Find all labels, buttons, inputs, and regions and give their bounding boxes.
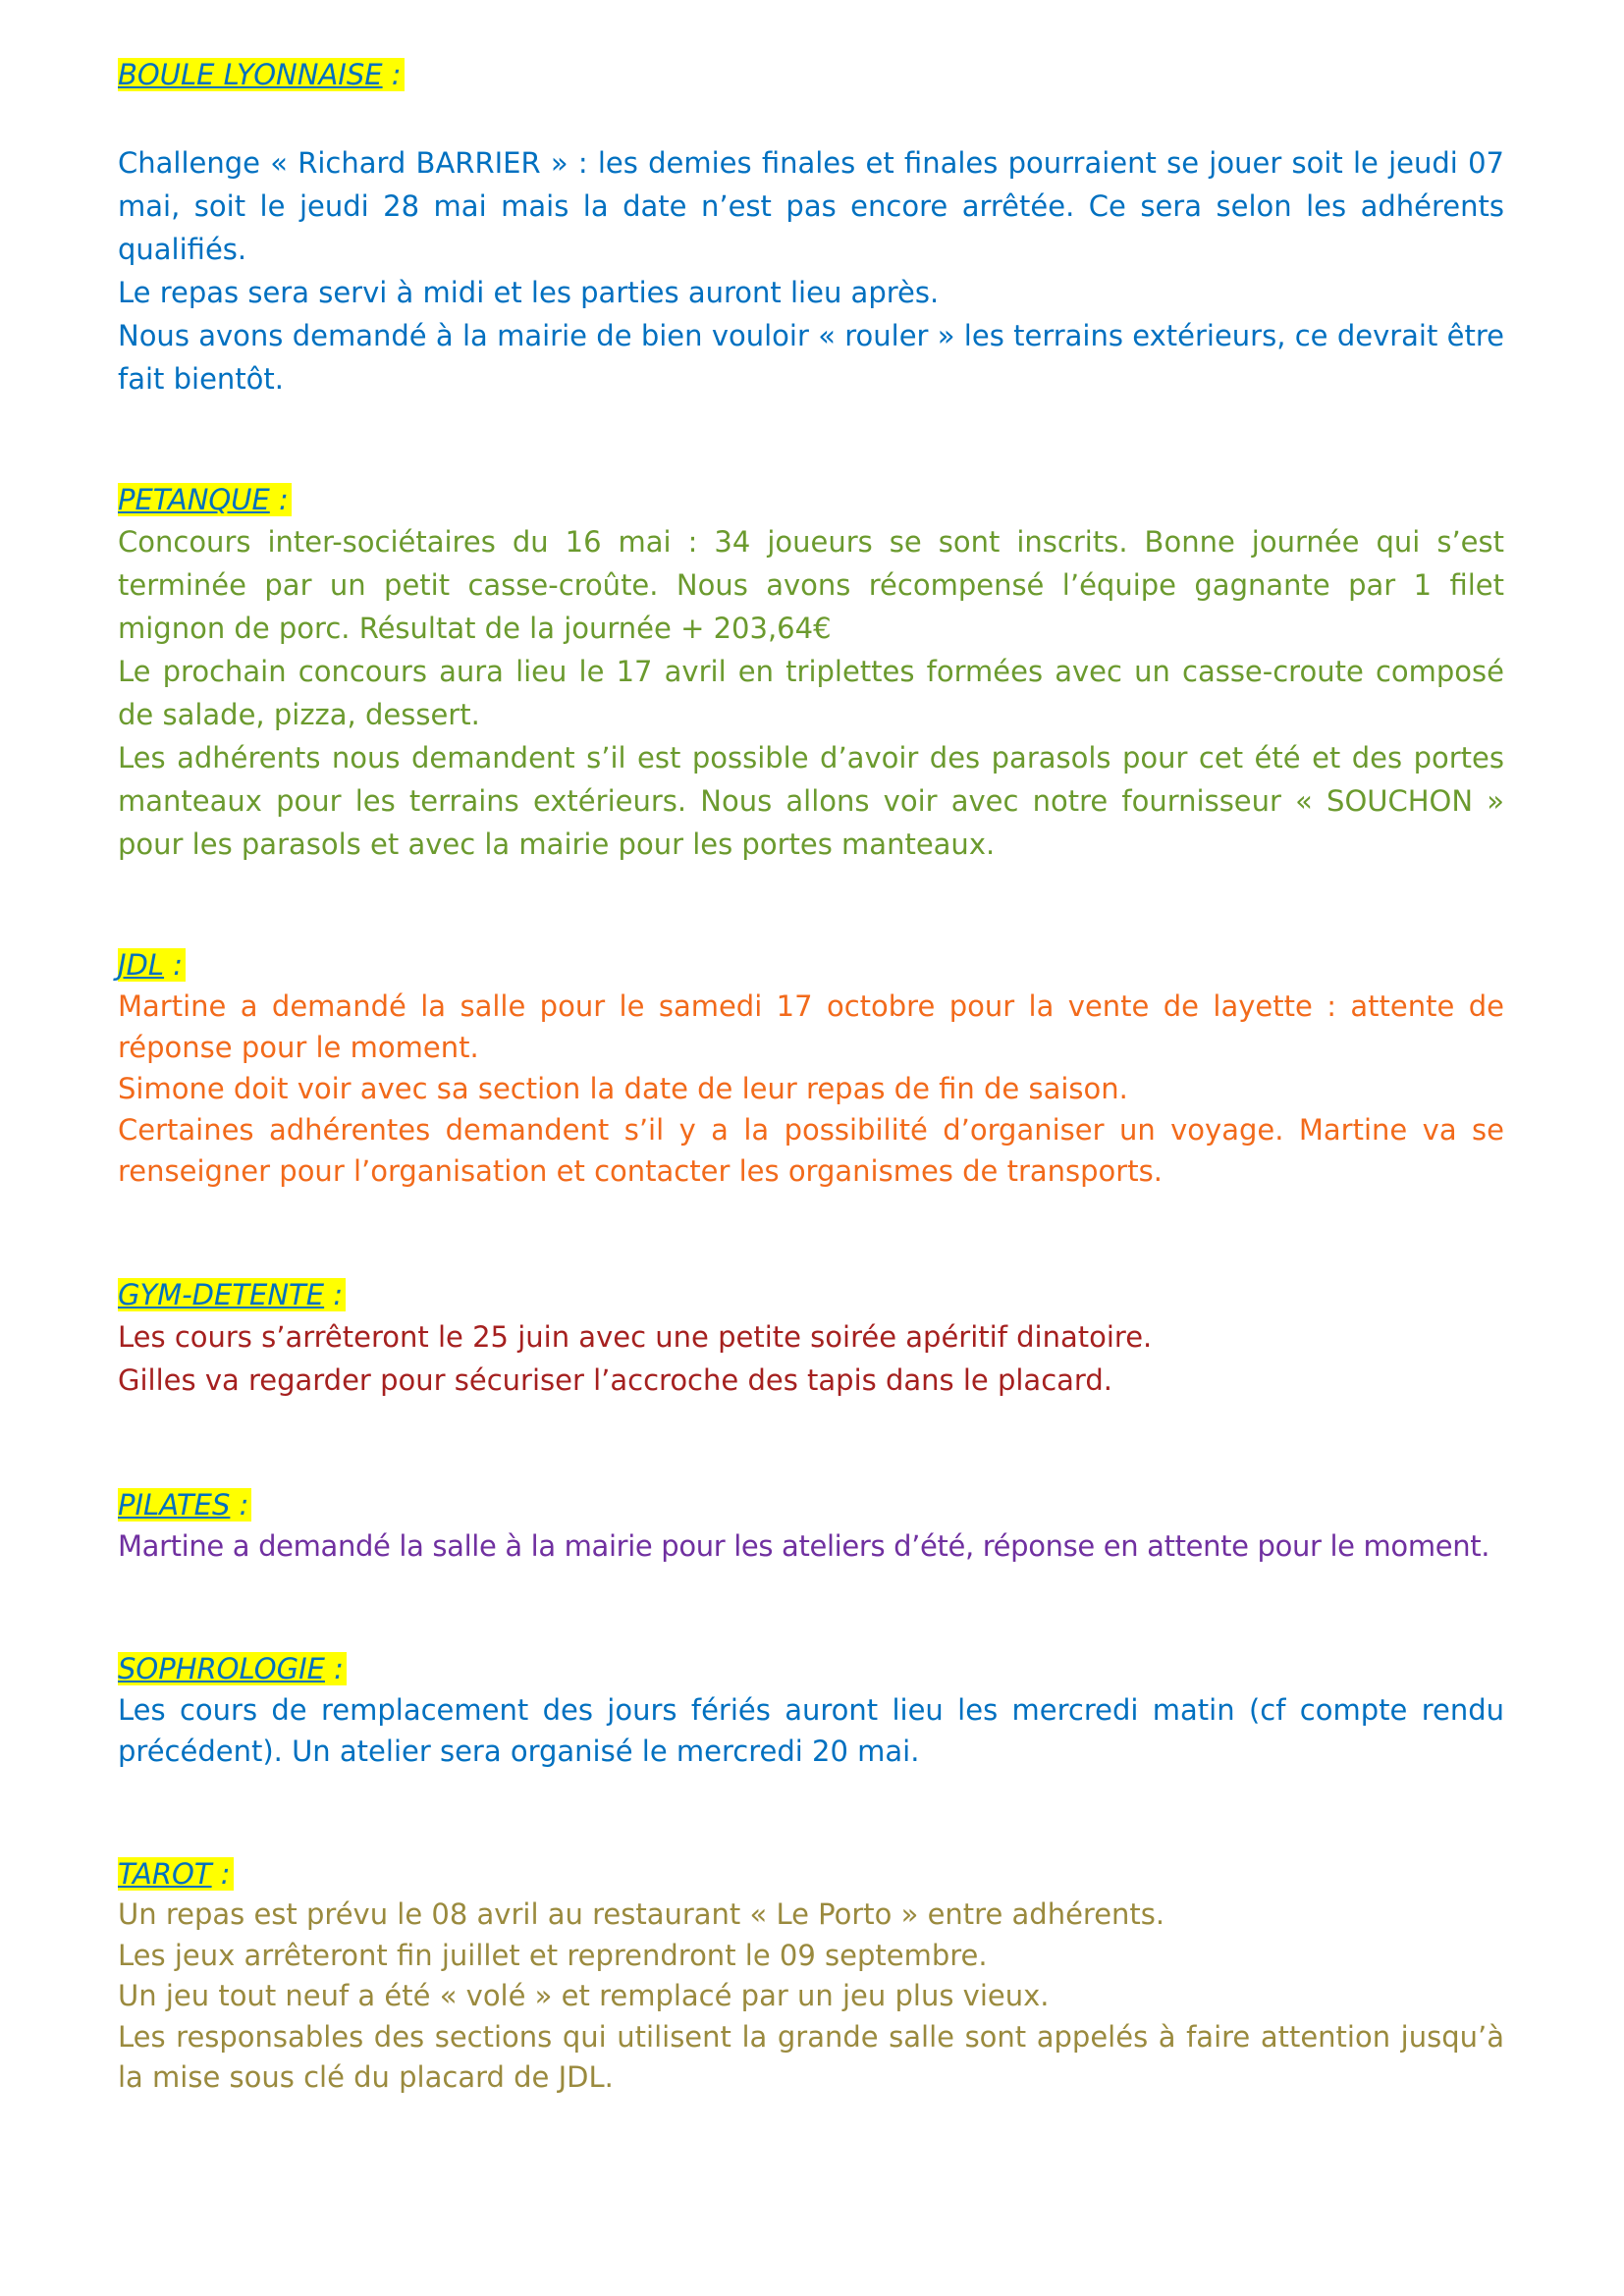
heading-title: SOPHROLOGIE — [118, 1652, 325, 1685]
heading-colon: : — [230, 1488, 249, 1522]
paragraph: Le prochain concours aura lieu le 17 avril en triplettes formées avec un casse-croute composé de salade, pizza, dessert. — [118, 655, 1504, 731]
heading-highlight — [118, 1652, 347, 1685]
section-heading — [118, 479, 1504, 520]
section-jdl — [118, 944, 1504, 1192]
paragraph: Nous avons demandé à la mairie de bien vouloir « rouler » les terrains extérieurs, ce devrait être fait bientôt. — [118, 319, 1504, 396]
paragraph: Les responsables des sections qui utilisent la grande salle sont appelés à faire attention jusqu’à la mise sous clé du placard de JDL. — [118, 2019, 1504, 2094]
section-petanque — [118, 479, 1504, 866]
section-boule-lyonnaise — [118, 54, 1504, 400]
heading-title: JDL — [118, 948, 165, 982]
paragraph: Un jeu tout neuf a été « volé » et remplacé par un jeu plus vieux. — [118, 1979, 1050, 2012]
paragraph: Challenge « Richard BARRIER » : les demies finales et finales pourraient se jouer soit le jeudi 07 mai, soit le jeudi 28 mai mais la date n’est pas encore arrêtée. Ce sera selon les adhérents qualifiés. — [118, 146, 1504, 266]
heading-title: GYM-DETENTE — [118, 1278, 325, 1311]
paragraph: Un repas est prévu le 08 avril au restaurant « Le Porto » entre adhérents. — [118, 1897, 1165, 1931]
heading-title: TAROT — [118, 1857, 212, 1891]
paragraph: Martine a demandé la salle pour le samedi 17 octobre pour la vente de layette : attente de réponse pour le moment. — [118, 989, 1504, 1064]
section-heading — [118, 1648, 1504, 1689]
section-heading — [118, 1484, 1504, 1525]
paragraph: Certaines adhérentes demandent s’il y a la possibilité d’organiser un voyage. Martine va se renseigner pour l’organisation et contacter les organismes de transports. — [118, 1113, 1504, 1188]
section-heading — [118, 1853, 1504, 1895]
section-sophrologie — [118, 1648, 1504, 1772]
paragraph: Martine a demandé la salle à la mairie pour les ateliers d’été, réponse en attente pour le moment. — [118, 1529, 1490, 1563]
heading-colon: : — [211, 1857, 231, 1891]
paragraph: Les adhérents nous demandent s’il est possible d’avoir des parasols pour cet été et des portes manteaux pour les terrains extérieurs. Nous allons voir avec notre fournisseur « SOUCHON » pour les parasols et avec la mairie pour les portes manteaux. — [118, 741, 1504, 861]
paragraph: Les jeux arrêteront fin juillet et reprendront le 09 septembre. — [118, 1938, 988, 1972]
heading-highlight — [118, 1488, 251, 1522]
heading-highlight — [118, 948, 186, 982]
paragraph: Simone doit voir avec sa section la date de leur repas de fin de saison. — [118, 1072, 1128, 1105]
section-tarot — [118, 1853, 1504, 2099]
heading-title: PETANQUE — [118, 483, 270, 516]
heading-highlight — [118, 1857, 234, 1891]
heading-colon: : — [324, 1652, 344, 1685]
heading-colon: : — [164, 948, 184, 982]
heading-colon: : — [382, 58, 402, 91]
section-heading — [118, 944, 1504, 986]
paragraph: Gilles va regarder pour sécuriser l’accroche des tapis dans le placard. — [118, 1363, 1112, 1397]
paragraph: Les cours de remplacement des jours fériés auront lieu les mercredi matin (cf compte rendu précédent). Un atelier sera organisé le mercredi 20 mai. — [118, 1693, 1504, 1768]
paragraph: Les cours s’arrêteront le 25 juin avec une petite soirée apéritif dinatoire. — [118, 1320, 1153, 1354]
paragraph: Le repas sera servi à midi et les parties auront lieu après. — [118, 276, 940, 309]
paragraph: Concours inter-sociétaires du 16 mai : 34 joueurs se sont inscrits. Bonne journée qui s’est terminée par un petit casse-croûte. Nous avons récompensé l’équipe gagnante par 1 filet mignon de porc. Résultat de la journée + 203,64€ — [118, 525, 1504, 645]
section-heading — [118, 54, 1504, 95]
heading-colon: : — [324, 1278, 344, 1311]
heading-highlight — [118, 1278, 346, 1311]
section-heading — [118, 1274, 1504, 1315]
heading-title: PILATES — [118, 1488, 231, 1522]
heading-colon: : — [269, 483, 289, 516]
section-gym-detente — [118, 1274, 1504, 1402]
heading-highlight — [118, 483, 292, 516]
section-pilates — [118, 1484, 1504, 1567]
heading-title: BOULE LYONNAISE — [118, 58, 383, 91]
heading-highlight — [118, 58, 405, 91]
